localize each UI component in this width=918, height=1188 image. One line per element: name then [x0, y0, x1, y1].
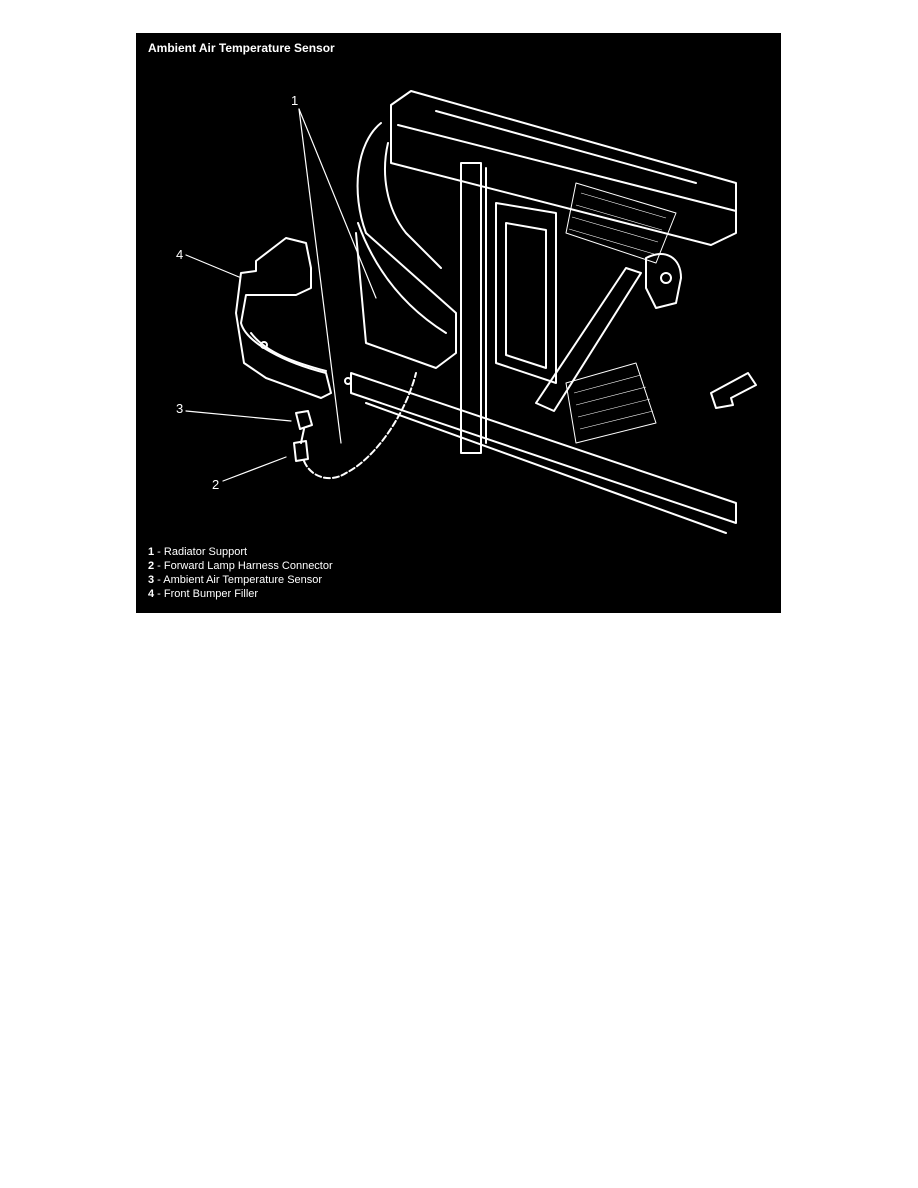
bumper-filler-fastener-2 [345, 378, 351, 384]
support-column [461, 163, 481, 453]
legend-item: 4 - Front Bumper Filler [148, 588, 259, 600]
legend-item: 1 - Radiator Support [148, 546, 248, 558]
legend [148, 545, 333, 601]
side-panel-inner [506, 223, 546, 368]
diagonal-brace [536, 268, 641, 411]
grille-mesh-lower [566, 363, 656, 443]
bumper-filler-inner [251, 333, 326, 371]
leader-line-3 [186, 411, 291, 421]
latch-bolt [661, 273, 671, 283]
callout-1: 1 [291, 93, 299, 108]
hood-latch [646, 254, 681, 308]
leader-line-4 [186, 255, 239, 277]
legend-item: 3 - Ambient Air Temperature Sensor [148, 574, 323, 586]
grille-mesh-upper [566, 183, 676, 263]
ambient-air-sensor [296, 411, 312, 429]
callout-labels [176, 93, 298, 492]
figure-title: Ambient Air Temperature Sensor [148, 41, 335, 55]
lower-crossmember [351, 373, 736, 523]
callout-4: 4 [176, 247, 184, 262]
legend-item: 2 - Forward Lamp Harness Connector [148, 560, 333, 572]
front-direction-arrow [711, 373, 756, 408]
leader-line-2 [223, 457, 286, 481]
radiator-support-top-edge [436, 111, 696, 183]
component-illustration [136, 33, 781, 613]
headlamp-housing [356, 123, 456, 368]
headlamp-housing-inner [385, 143, 441, 268]
callout-2: 2 [212, 477, 220, 492]
headlamp-bucket-rim [358, 223, 446, 333]
callout-3: 3 [176, 401, 184, 416]
front-bumper-filler [236, 238, 331, 398]
diagram-figure [136, 33, 781, 613]
lower-crossmember-edge [366, 403, 726, 533]
